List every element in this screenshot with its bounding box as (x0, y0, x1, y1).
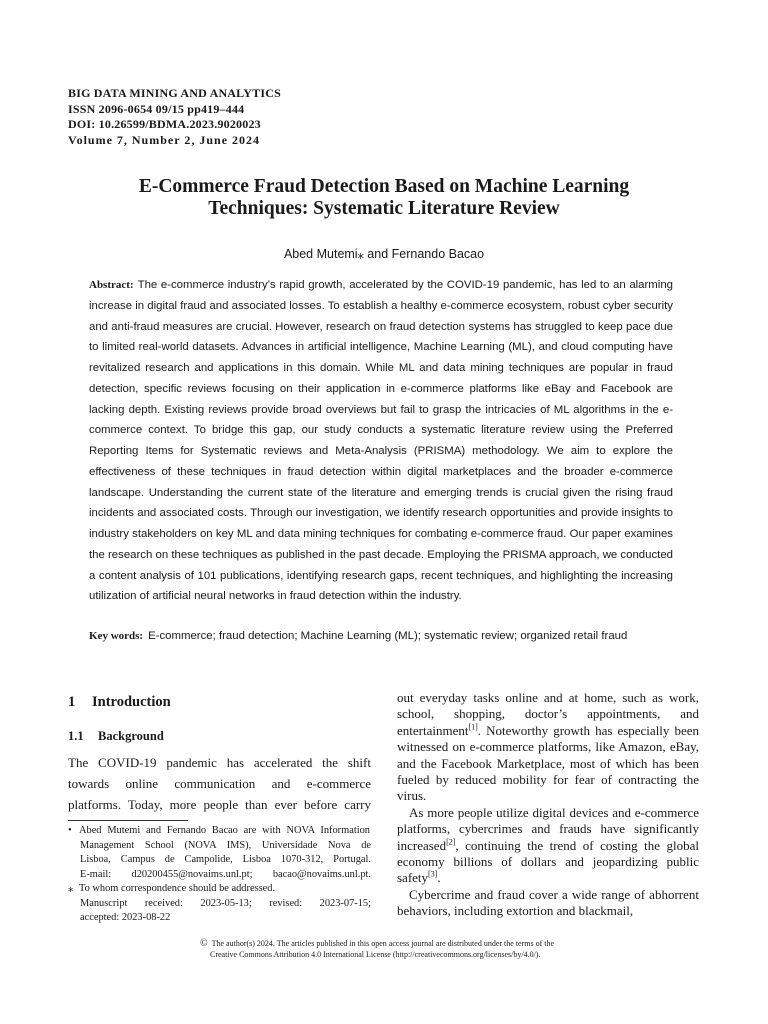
citation[interactable]: [1] (468, 722, 478, 732)
abstract-text: The e-commerce industry’s rapid growth, accelerated by the COVID-19 pandemic, has led to an alarming increase in digital fraud and associated losses. To establish a healthy e-commerce ecosystem, robust cyber security and anti-fraud measures are crucial. However, research on fraud detection systems has struggled to keep pace due to limited real-world datasets. Advances in artificial intelligence, Machine Learning (ML), and cloud computing have revitalized research and applications in this domain. While ML and data mining techniques are popular in fraud detection, specific reviews focusing on their application in e-commerce platforms like eBay and Facebook are lacking depth. Existing reviews provide broad overviews but fail to grasp the intricacies of ML algorithms in the e-commerce context. To bridge this gap, our study conducts a systematic literature review using the Preferred Reporting Items for Systematic reviews and Meta-Analysis (PRISMA) methodology. We aim to explore the effectiveness of these techniques in fraud detection within digital marketplaces and the broader e-commerce landscape. Understanding the current state of the literature and emerging trends is crucial given the rising fraud incidents and associated costs. Through our investigation, we identify research opportunities and provide insights to industry stakeholders on key ML and data mining techniques for combating e-commerce fraud. Our paper examines the research on these techniques as published in the past decade. Employing the PRISMA approach, we conducted a content analysis of 101 publications, identifying research gaps, recent techniques, and highlighting the increasing utilization of artificial neural networks in fraud detection within the industry. (89, 279, 673, 603)
left-column (68, 690, 371, 815)
right-column (397, 690, 699, 920)
section-heading (68, 690, 371, 716)
citation[interactable]: [3] (428, 870, 438, 880)
title-line-2: Techniques: Systematic Literature Review (208, 198, 560, 219)
license-line-2: Creative Commons Attribution 4.0 International License (http://creativecommons.org/licenses/by/4.0/). (210, 950, 541, 959)
paragraph: Cybercrime and fraud cover a wide range of abhorrent behaviors, including extortion and blackmail, (397, 886, 699, 919)
section-title: Introduction (92, 694, 171, 710)
journal-header (68, 86, 281, 148)
journal-name: BIG DATA MINING AND ANALYTICS (68, 86, 281, 100)
keywords-label: Key words: (89, 630, 144, 642)
license-notice (200, 938, 580, 960)
subsection-title: Background (98, 729, 164, 743)
footnote-email: E-mail: d20200455@novaims.unl.pt; bacao@novaims.unl.pt. (80, 868, 371, 880)
journal-doi: DOI: 10.26599/BDMA.2023.9020023 (68, 117, 261, 131)
author-list: Abed Mutemi⁎ and Fernando Bacao (283, 247, 485, 261)
body-line: The COVID-19 pandemic has accelerated the shift (68, 755, 371, 770)
journal-volume: Volume 7, Number 2, June 2024 (68, 132, 261, 147)
asterisk-icon: ⁎ (68, 883, 74, 894)
paragraph: out everyday tasks online and at home, such as work, school, shopping, doctor’s appointments, and entertainment[1]. Noteworthy growth has especially been witnessed on e-commerce platforms, like Amazon, eBay, and the Facebook Marketplace, most of which has been fueled by reduced mobility for fear of contracting the virus. (397, 690, 699, 804)
abstract-label: Abstract: (89, 279, 134, 291)
footnote-correspondence: ⁎ To whom correspondence should be addressed. (68, 882, 371, 897)
title-line-1: E-Commerce Fraud Detection Based on Machine Learning (138, 176, 630, 197)
intro-paragraph (68, 752, 371, 815)
paper-title (60, 176, 708, 220)
subsection-heading (68, 726, 371, 746)
footnotes (68, 824, 371, 926)
citation[interactable]: [2] (446, 837, 456, 847)
body-line: platforms. Today, more people than ever before carry (68, 797, 371, 812)
copyright-icon: © (200, 938, 208, 949)
bullet-icon: • (68, 825, 72, 836)
body-line: towards online communication and e-commerce (68, 776, 371, 791)
journal-issn: ISSN 2096-0654 09/15 pp419–444 (68, 101, 245, 116)
license-line-1: The author(s) 2024. The articles published in this open access journal are distributed under the terms of the (211, 939, 555, 948)
keywords (89, 630, 689, 642)
footnote-affiliation: • Abed Mutemi and Fernando Bacao are with NOVA Information Management School (NOVA IMS), Universidade Nova de Lisboa, Campus de Campolide, Lisboa 1070-312, Portugal. E-mail: d20200455@novaims.unl.pt; bacao@novaims.unl.pt. (68, 824, 371, 882)
section-number: 1 (68, 694, 76, 710)
keywords-text: E-commerce; fraud detection; Machine Learning (ML); systematic review; organized retail fraud (148, 630, 628, 642)
subsection-number: 1.1 (68, 729, 84, 743)
paragraph: As more people utilize digital devices and e-commerce platforms, cybercrimes and frauds have significantly increased[2], continuing the trend of costing the global economy billions of dollars and jeopardizing public safety[3]. (397, 804, 699, 886)
abstract (89, 275, 673, 607)
footnote-manuscript-dates: Manuscript received: 2023-05-13; revised: 2023-07-15; accepted: 2023-08-22 (80, 897, 371, 923)
footnote-divider (68, 820, 188, 821)
